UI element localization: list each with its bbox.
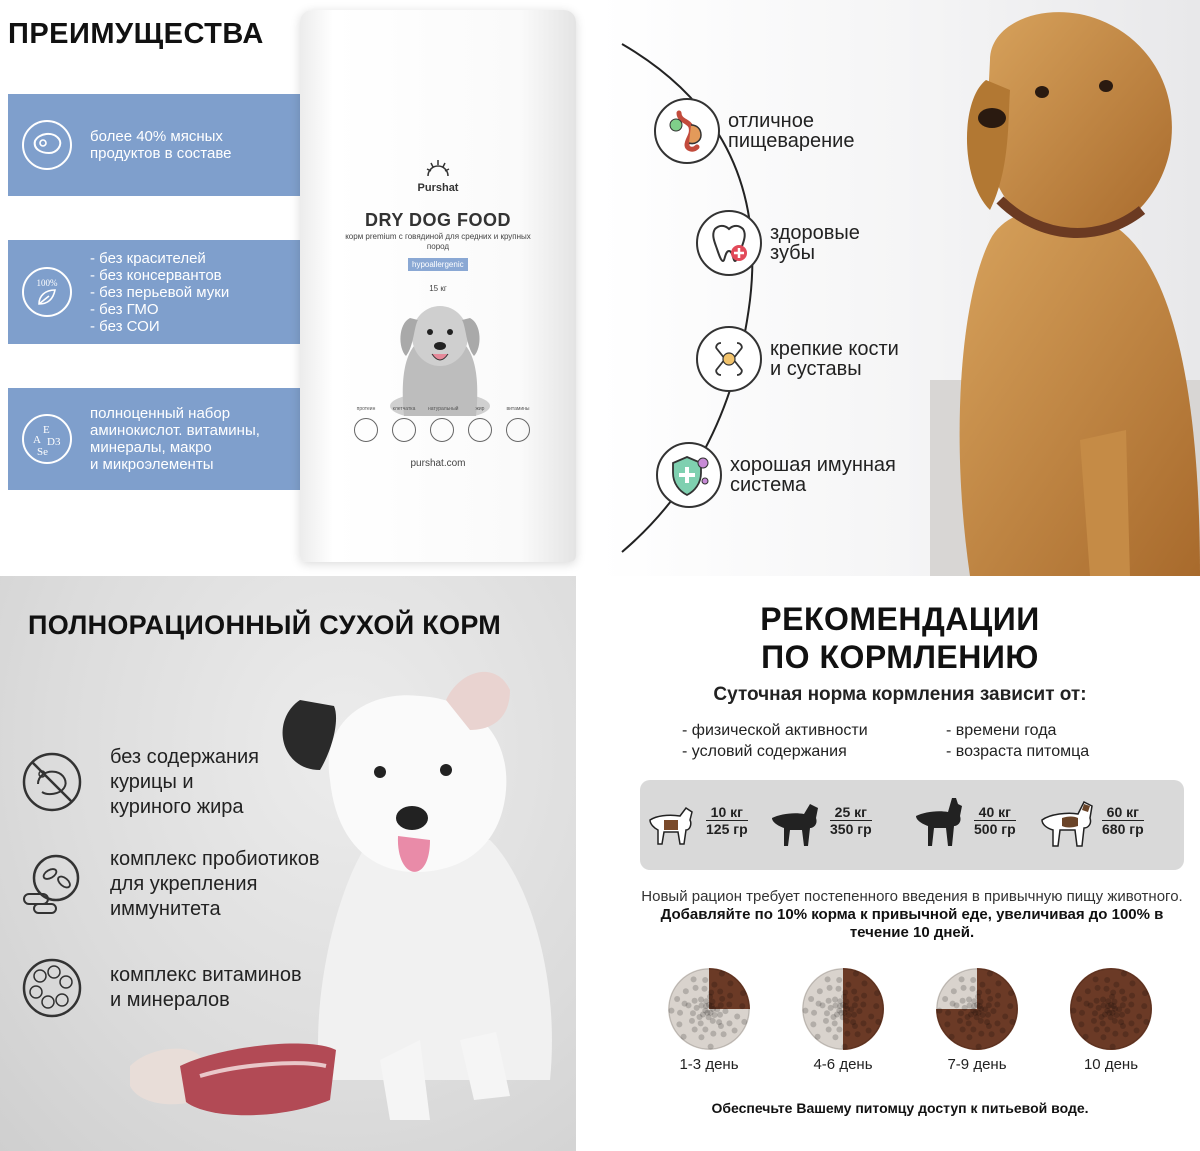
- feature-line: без содержания: [110, 745, 260, 768]
- weight-cell: [912, 790, 1016, 850]
- benefit-line: - без консервантов: [90, 266, 222, 284]
- giant-dog-icon: [1040, 790, 1096, 850]
- bag-title: DRY DOG FOOD: [364, 210, 511, 230]
- natural-icon: натуральный: [428, 406, 456, 442]
- golden-retriever-image: [930, 0, 1200, 576]
- svg-text:D3: D3: [47, 436, 61, 448]
- day-label: 1-3 день: [679, 1056, 739, 1073]
- weight-cell: [1040, 790, 1144, 850]
- bag-weight: 15 кг: [429, 284, 447, 293]
- transition-note: [640, 888, 1184, 942]
- feature-line: комплекс витаминов: [110, 964, 302, 986]
- health-label: система: [730, 474, 807, 496]
- complete-title: ПОЛНОРАЦИОННЫЙ СУХОЙ КОРМ: [28, 610, 502, 640]
- digestion-icon: [654, 98, 720, 164]
- no-chicken-icon: [14, 744, 90, 820]
- meat-slice-image: [130, 1036, 340, 1120]
- protein-icon: протеин: [352, 406, 380, 442]
- fiber-icon: клетчатка: [390, 406, 418, 442]
- health-label: крепкие кости: [770, 338, 899, 360]
- benefit-line: минералы, макро: [90, 439, 212, 456]
- factor-item: - возраста питомца: [946, 743, 1090, 760]
- natural-100-icon: [18, 263, 76, 321]
- fat-icon: жир: [466, 406, 494, 442]
- factors-right: [946, 720, 1089, 762]
- bag-dog-image: [384, 296, 496, 416]
- weight-cell: [768, 790, 872, 850]
- benefit-line: полноценный набор: [90, 405, 231, 422]
- benefit-line: продуктов в составе: [90, 145, 232, 162]
- svg-text:E: E: [43, 424, 50, 436]
- health-label: и суставы: [770, 358, 862, 380]
- factor-item: - физической активности: [682, 722, 868, 739]
- factor-item: - времени года: [946, 722, 1057, 739]
- health-teeth: [696, 210, 860, 276]
- brand-logo-icon: [426, 160, 450, 176]
- feature-no-chicken: [14, 744, 259, 820]
- health-immune: [656, 442, 896, 508]
- bone-joint-icon: [696, 326, 762, 392]
- feature-probiotics: [14, 846, 319, 922]
- feature-line: куриного жира: [110, 795, 244, 818]
- kibble-plate: [1070, 968, 1152, 1050]
- bag-badge: hypoallergenic: [408, 258, 468, 271]
- benefit-line: аминокислот. витамины,: [90, 422, 260, 439]
- kibble-plate: [802, 968, 884, 1050]
- benefit-natural: [8, 240, 302, 344]
- benefits-title: ПРЕИМУЩЕСТВА: [8, 18, 264, 50]
- benefit-line: - без ГМО: [90, 300, 159, 318]
- benefit-line: - без СОИ: [90, 317, 160, 335]
- weight-kg: 40 кг: [974, 804, 1016, 821]
- water-note: Обеспечьте Вашему питомцу доступ к питьевой воде.: [711, 1100, 1089, 1116]
- feature-vitamins: [14, 950, 302, 1026]
- feature-line: иммунитета: [110, 897, 221, 920]
- health-label: зубы: [770, 242, 815, 264]
- svg-text:100%: 100%: [36, 278, 58, 288]
- weight-gr: 500 гр: [974, 820, 1016, 837]
- benefit-line: - без перьевой муки: [90, 283, 230, 301]
- small-dog-icon: [644, 790, 700, 850]
- kibble-plate: [668, 968, 750, 1050]
- weight-kg: 25 кг: [830, 804, 872, 821]
- feeding-title-line: ПО КОРМЛЕНИЮ: [761, 639, 1039, 675]
- vitamins-icon: [18, 410, 76, 468]
- day-label: 7-9 день: [947, 1056, 1007, 1073]
- weight-cell: [644, 790, 748, 850]
- feature-line: и минералов: [110, 989, 230, 1011]
- note-plain: Новый рацион требует постепенного введения в привычную пищу животного.: [641, 888, 1183, 905]
- svg-text:Se: Se: [37, 446, 48, 458]
- factors-left: [682, 720, 868, 762]
- weight-gr: 125 гр: [706, 820, 748, 837]
- factor-item: - условий содержания: [682, 743, 847, 760]
- weight-gr: 680 гр: [1102, 820, 1144, 837]
- feeding-subtitle: Суточная норма кормления зависит от:: [713, 684, 1087, 705]
- bag-brand: Purshat: [417, 182, 459, 194]
- benefit-line: более 40% мясных: [90, 128, 223, 145]
- immune-shield-icon: [656, 442, 722, 508]
- bag-icon-row: [352, 406, 532, 442]
- weight-gr: 350 гр: [830, 820, 872, 837]
- weight-kg: 10 кг: [706, 804, 748, 821]
- svg-text:A: A: [33, 434, 41, 446]
- benefit-meat: [8, 94, 302, 196]
- health-digestion: [654, 98, 854, 164]
- feeding-title: [600, 600, 1200, 676]
- day-label: 4-6 день: [813, 1056, 873, 1073]
- benefit-line: и микроэлементы: [90, 456, 214, 473]
- food-bag: [300, 10, 576, 562]
- health-label: хорошая имунная: [730, 454, 896, 476]
- large-dog-icon: [912, 790, 968, 850]
- health-bones: [696, 326, 899, 392]
- day-label: 10 день: [1083, 1056, 1139, 1073]
- benefit-line: - без красителей: [90, 249, 206, 267]
- probiotics-icon: [14, 846, 90, 922]
- vitamin-icon: витамины: [504, 406, 532, 442]
- note-bold: Добавляйте по 10% корма к привычной еде, увеличивая до 100% в течение 10 дней.: [660, 906, 1164, 941]
- health-label: пищеварение: [728, 130, 855, 152]
- bag-subtitle: корм premium с говядиной для средних и крупных пород: [345, 232, 531, 251]
- meat-icon: [18, 116, 76, 174]
- kibble-plate: [936, 968, 1018, 1050]
- feature-line: для укрепления: [110, 872, 258, 895]
- weight-kg: 60 кг: [1102, 804, 1144, 821]
- feeding-title-line: РЕКОМЕНДАЦИИ: [760, 601, 1040, 637]
- feature-line: курицы и: [110, 770, 194, 793]
- health-label: здоровые: [770, 222, 860, 244]
- feature-line: комплекс пробиотиков: [110, 847, 320, 870]
- tooth-icon: [696, 210, 762, 276]
- medium-dog-icon: [768, 790, 824, 850]
- health-label: отличное: [728, 110, 814, 132]
- vitamins-minerals-icon: [14, 950, 90, 1026]
- bag-site: purshat.com: [410, 458, 466, 469]
- benefit-vitamins: [8, 388, 302, 490]
